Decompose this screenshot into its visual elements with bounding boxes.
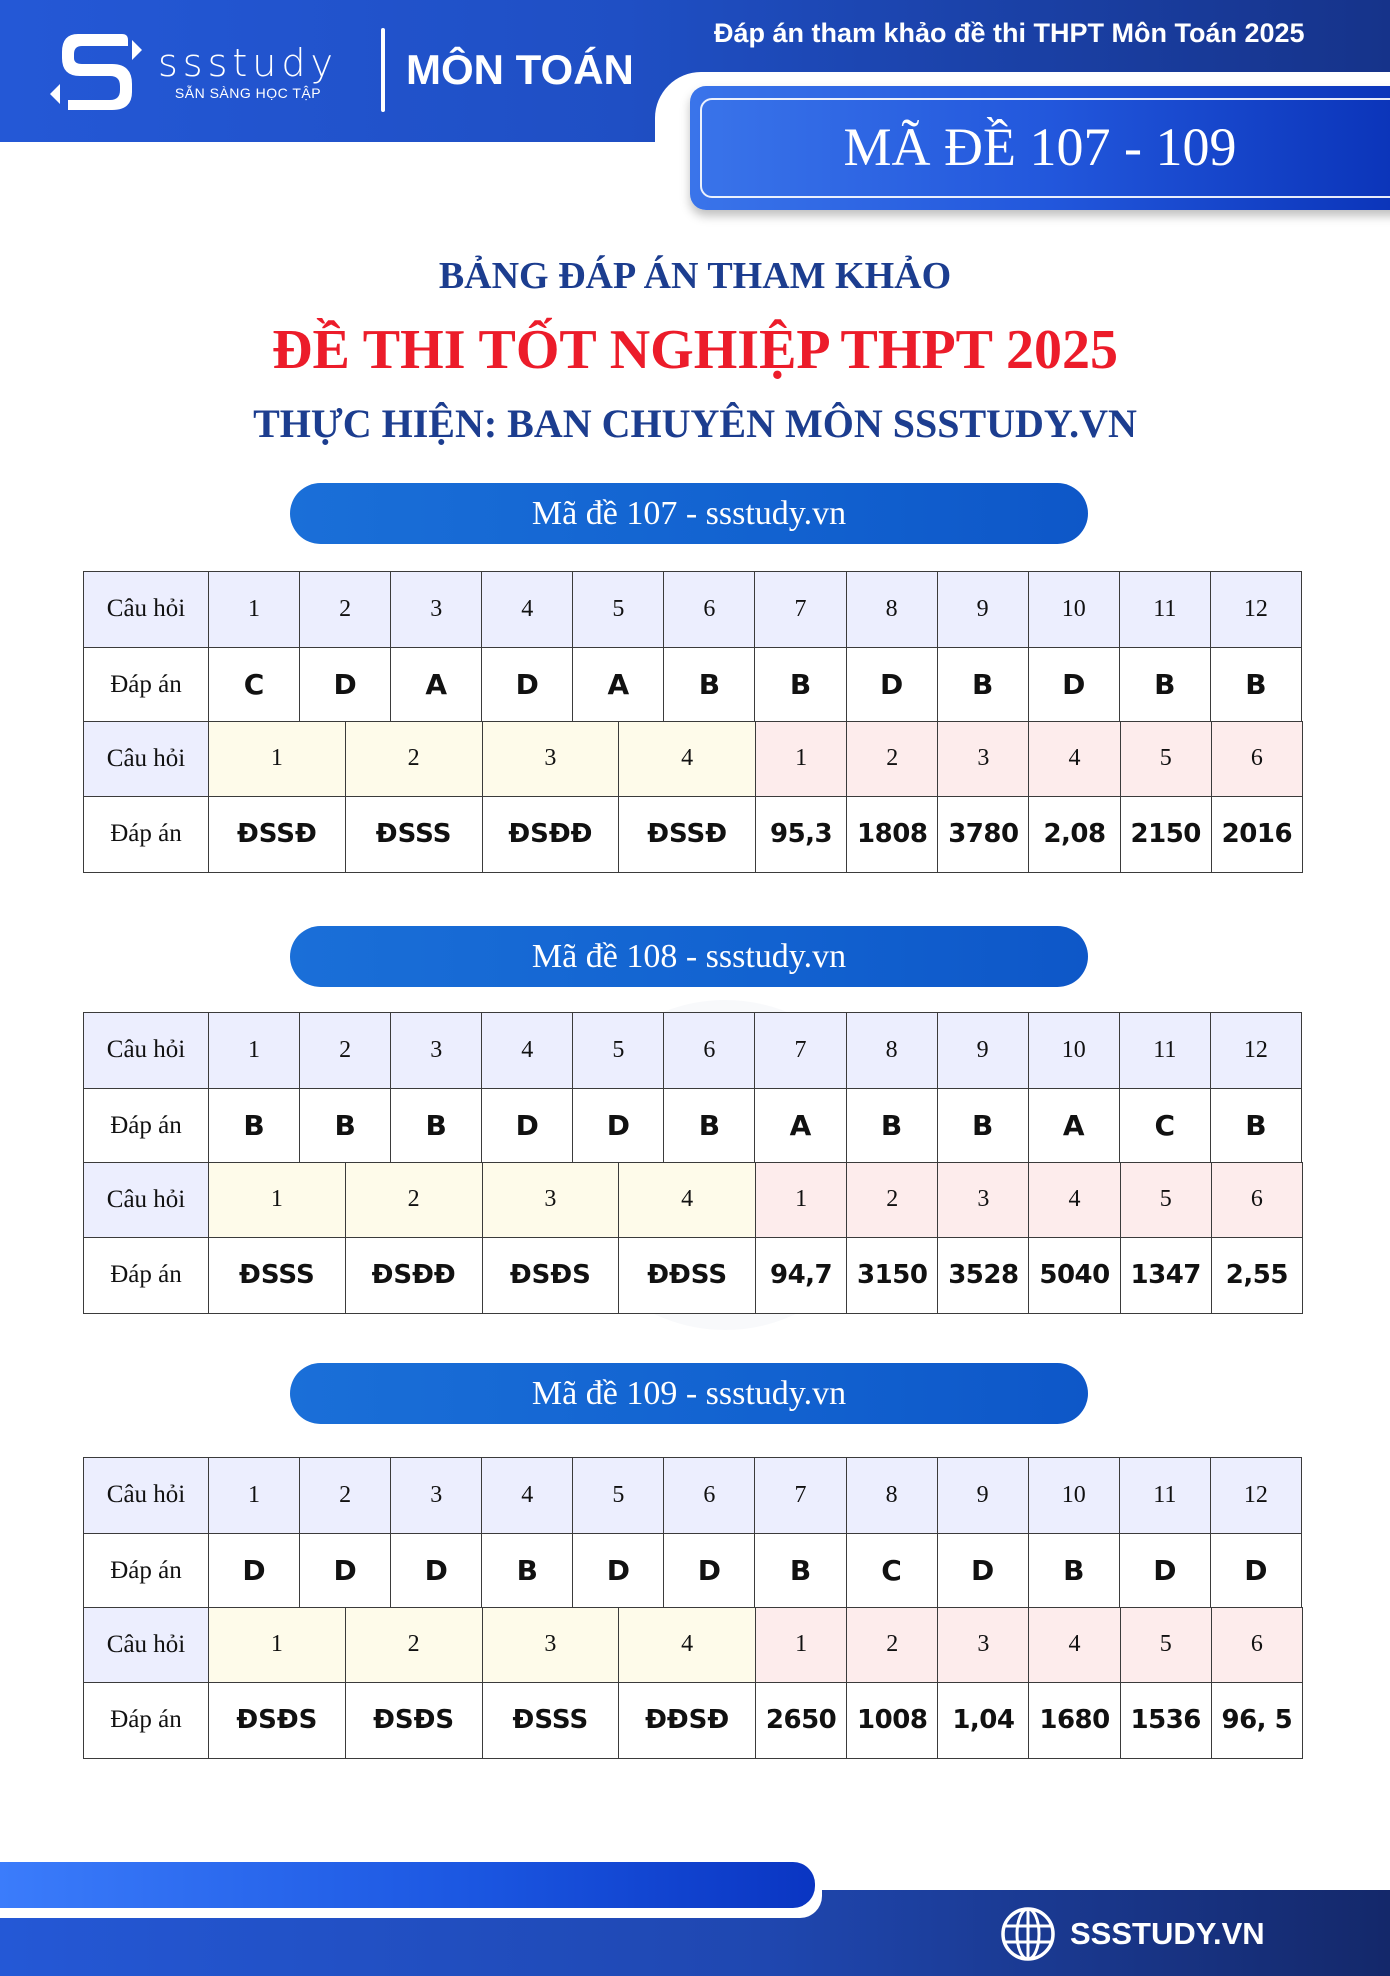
row-label: Đáp án <box>84 1683 209 1759</box>
answer-cell: B <box>755 647 846 723</box>
question-number: 1 <box>209 572 300 648</box>
answer-cell: B <box>300 1088 391 1164</box>
answer-cell: A <box>391 647 482 723</box>
question-number: 5 <box>1120 721 1211 797</box>
answer-cell: 94,7 <box>756 1238 847 1314</box>
answer-cell: D <box>1028 647 1119 723</box>
answer-cell: 1008 <box>847 1683 938 1759</box>
table-row <box>84 572 1302 648</box>
table-row <box>84 1533 1302 1609</box>
answer-cell: C <box>209 647 300 723</box>
question-number: 5 <box>573 572 664 648</box>
answer-cell: B <box>1119 647 1210 723</box>
answer-cell: 3780 <box>938 797 1029 873</box>
question-number: 4 <box>482 1013 573 1089</box>
exam-108-table-part2-3 <box>83 1162 1303 1314</box>
question-number: 7 <box>755 572 846 648</box>
answer-cell: B <box>482 1533 573 1609</box>
answer-cell: ĐSSĐ <box>619 797 756 873</box>
answer-cell: D <box>937 1533 1028 1609</box>
answer-cell: C <box>1119 1088 1210 1164</box>
question-number: 11 <box>1119 1013 1210 1089</box>
table-row <box>84 1607 1303 1683</box>
exam-107-table-part2-3 <box>83 721 1303 873</box>
exam-109-table-part2-3 <box>83 1607 1303 1759</box>
answer-cell: 1536 <box>1120 1683 1211 1759</box>
question-number: 9 <box>937 1013 1028 1089</box>
question-number: 2 <box>300 572 391 648</box>
footer-website[interactable] <box>1000 1906 1265 1962</box>
question-number: 10 <box>1028 572 1119 648</box>
question-number: 9 <box>937 572 1028 648</box>
answer-cell: B <box>209 1088 300 1164</box>
question-number: 7 <box>755 1013 846 1089</box>
answer-cell: D <box>300 647 391 723</box>
question-number: 2 <box>847 1607 938 1683</box>
header-caption: Đáp án tham khảo đề thi THPT Môn Toán 2025 <box>714 18 1305 48</box>
answer-cell: D <box>391 1533 482 1609</box>
question-number: 8 <box>846 572 937 648</box>
exam-108-heading: Mã đề 108 - ssstudy.vn <box>290 926 1088 987</box>
question-number: 1 <box>756 721 847 797</box>
answer-cell: D <box>573 1088 664 1164</box>
question-number: 4 <box>1029 1607 1120 1683</box>
question-number: 8 <box>846 1458 937 1534</box>
exam-109-heading: Mã đề 109 - ssstudy.vn <box>290 1363 1088 1424</box>
globe-icon <box>1000 1906 1056 1962</box>
answer-cell: B <box>1210 1088 1301 1164</box>
answer-cell: B <box>1028 1533 1119 1609</box>
header-divider <box>381 28 385 112</box>
question-number: 3 <box>482 1162 619 1238</box>
footer-accent-bar <box>0 1862 815 1908</box>
question-number: 4 <box>619 1607 756 1683</box>
question-number: 12 <box>1210 1458 1301 1534</box>
answer-cell: ĐSĐĐ <box>345 1238 482 1314</box>
question-number: 10 <box>1028 1013 1119 1089</box>
question-number: 6 <box>664 1013 755 1089</box>
question-number: 3 <box>482 1607 619 1683</box>
answer-cell: ĐSSS <box>209 1238 346 1314</box>
answer-cell: B <box>664 647 755 723</box>
answer-cell: D <box>1119 1533 1210 1609</box>
question-number: 6 <box>664 1458 755 1534</box>
answer-cell: 2,55 <box>1211 1238 1302 1314</box>
question-number: 2 <box>345 1162 482 1238</box>
question-number: 6 <box>1211 721 1302 797</box>
answer-cell: ĐSSĐ <box>209 797 346 873</box>
ssstudy-logo-icon <box>48 30 146 114</box>
answer-cell: 1,04 <box>938 1683 1029 1759</box>
table-row <box>84 1088 1302 1164</box>
answer-cell: 2650 <box>756 1683 847 1759</box>
question-number: 5 <box>1120 1607 1211 1683</box>
question-number: 3 <box>938 1607 1029 1683</box>
exam-109-table <box>83 1457 1302 1609</box>
title-line-1: BẢNG ĐÁP ÁN THAM KHẢO <box>438 255 952 297</box>
answer-cell: 2,08 <box>1029 797 1120 873</box>
question-number: 1 <box>756 1607 847 1683</box>
answer-cell: D <box>300 1533 391 1609</box>
question-number: 7 <box>755 1458 846 1534</box>
answer-cell: 1347 <box>1120 1238 1211 1314</box>
row-label: Câu hỏi <box>84 1607 209 1683</box>
question-number: 3 <box>391 1013 482 1089</box>
row-label: Câu hỏi <box>84 1162 209 1238</box>
question-number: 4 <box>619 721 756 797</box>
row-label: Đáp án <box>84 1238 209 1314</box>
title-line-3: THỰC HIỆN: BAN CHUYÊN MÔN SSSTUDY.VN <box>253 401 1137 446</box>
question-number: 2 <box>847 721 938 797</box>
row-label: Câu hỏi <box>84 1458 209 1534</box>
row-label: Câu hỏi <box>84 572 209 648</box>
answer-cell: D <box>664 1533 755 1609</box>
brand-name: ssstudy <box>158 41 338 85</box>
question-number: 2 <box>345 1607 482 1683</box>
question-number: 3 <box>391 572 482 648</box>
question-number: 11 <box>1119 1458 1210 1534</box>
answer-cell: D <box>573 1533 664 1609</box>
brand-tagline: SẴN SÀNG HỌC TẬP <box>174 85 322 101</box>
answer-cell: 3150 <box>847 1238 938 1314</box>
exam-107-table <box>83 571 1302 723</box>
exam-code-range-box <box>690 86 1390 210</box>
answer-cell: B <box>937 647 1028 723</box>
question-number: 3 <box>938 1162 1029 1238</box>
exam-108-table <box>83 1012 1302 1164</box>
answer-cell: ĐSĐS <box>345 1683 482 1759</box>
answer-cell: 3528 <box>938 1238 1029 1314</box>
subject-label: MÔN TOÁN <box>406 46 634 93</box>
answer-cell: D <box>1210 1533 1301 1609</box>
answer-cell: D <box>482 647 573 723</box>
answer-cell: 2150 <box>1120 797 1211 873</box>
answer-cell: B <box>755 1533 846 1609</box>
question-number: 2 <box>847 1162 938 1238</box>
table-row <box>84 797 1303 873</box>
answer-cell: D <box>482 1088 573 1164</box>
brand-logo <box>48 30 338 114</box>
answer-cell: ĐSĐS <box>209 1683 346 1759</box>
exam-code-range: MÃ ĐỀ 107 - 109 <box>843 117 1237 177</box>
question-number: 4 <box>1029 1162 1120 1238</box>
question-number: 4 <box>619 1162 756 1238</box>
question-number: 1 <box>756 1162 847 1238</box>
row-label: Câu hỏi <box>84 1013 209 1089</box>
question-number: 6 <box>664 572 755 648</box>
answer-cell: 2016 <box>1211 797 1302 873</box>
answer-cell: ĐSSS <box>345 797 482 873</box>
answer-cell: C <box>846 1533 937 1609</box>
answer-cell: ĐSSS <box>482 1683 619 1759</box>
answer-cell: ĐSĐS <box>482 1238 619 1314</box>
table-row <box>84 1458 1302 1534</box>
question-number: 3 <box>391 1458 482 1534</box>
question-number: 3 <box>938 721 1029 797</box>
answer-cell: A <box>1028 1088 1119 1164</box>
question-number: 2 <box>300 1013 391 1089</box>
question-number: 1 <box>209 1013 300 1089</box>
question-number: 2 <box>345 721 482 797</box>
answer-cell: A <box>755 1088 846 1164</box>
question-number: 11 <box>1119 572 1210 648</box>
question-number: 3 <box>482 721 619 797</box>
answer-cell: 96, 5 <box>1211 1683 1302 1759</box>
question-number: 2 <box>300 1458 391 1534</box>
question-number: 12 <box>1210 572 1301 648</box>
answer-cell: ĐĐSS <box>619 1238 756 1314</box>
exam-107-heading: Mã đề 107 - ssstudy.vn <box>290 483 1088 544</box>
question-number: 1 <box>209 1162 346 1238</box>
table-row <box>84 1162 1303 1238</box>
table-row <box>84 647 1302 723</box>
answer-cell: 95,3 <box>756 797 847 873</box>
table-row <box>84 1013 1302 1089</box>
answer-cell: D <box>846 647 937 723</box>
question-number: 1 <box>209 1458 300 1534</box>
question-number: 6 <box>1211 1162 1302 1238</box>
question-number: 10 <box>1028 1458 1119 1534</box>
table-row <box>84 1238 1303 1314</box>
answer-cell: B <box>1210 647 1301 723</box>
question-number: 5 <box>1120 1162 1211 1238</box>
answer-cell: B <box>664 1088 755 1164</box>
row-label: Câu hỏi <box>84 721 209 797</box>
title-line-2: ĐỀ THI TỐT NGHIỆP THPT 2025 <box>272 319 1118 381</box>
footer-site-label: SSSTUDY.VN <box>1070 1916 1265 1951</box>
question-number: 8 <box>846 1013 937 1089</box>
row-label: Đáp án <box>84 1088 209 1164</box>
question-number: 1 <box>209 721 346 797</box>
question-number: 9 <box>937 1458 1028 1534</box>
answer-cell: 1808 <box>847 797 938 873</box>
answer-cell: ĐĐSĐ <box>619 1683 756 1759</box>
question-number: 5 <box>573 1013 664 1089</box>
question-number: 12 <box>1210 1013 1301 1089</box>
answer-cell: A <box>573 647 664 723</box>
table-row <box>84 721 1303 797</box>
question-number: 4 <box>482 1458 573 1534</box>
question-number: 4 <box>482 572 573 648</box>
table-row <box>84 1683 1303 1759</box>
row-label: Đáp án <box>84 797 209 873</box>
question-number: 5 <box>573 1458 664 1534</box>
answer-cell: B <box>391 1088 482 1164</box>
row-label: Đáp án <box>84 1533 209 1609</box>
answer-cell: ĐSĐĐ <box>482 797 619 873</box>
question-number: 1 <box>209 1607 346 1683</box>
question-number: 4 <box>1029 721 1120 797</box>
answer-cell: 5040 <box>1029 1238 1120 1314</box>
answer-cell: B <box>937 1088 1028 1164</box>
answer-cell: B <box>846 1088 937 1164</box>
answer-cell: 1680 <box>1029 1683 1120 1759</box>
answer-cell: D <box>209 1533 300 1609</box>
row-label: Đáp án <box>84 647 209 723</box>
question-number: 6 <box>1211 1607 1302 1683</box>
